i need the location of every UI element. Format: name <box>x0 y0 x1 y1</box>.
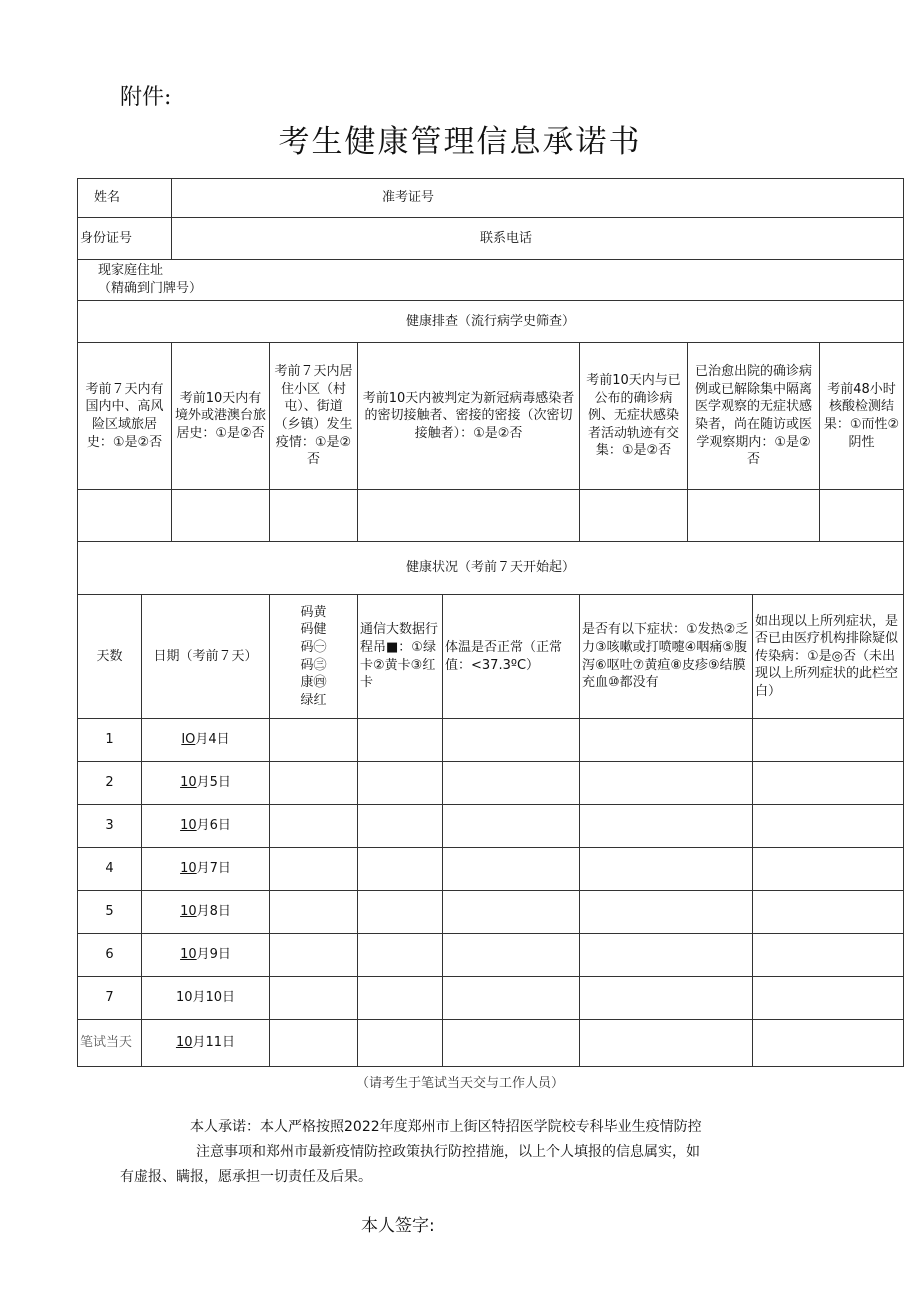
table-row <box>78 977 904 1020</box>
excluded-cell[interactable] <box>753 1020 904 1067</box>
health-col-excluded: 如出现以上所列症状，是否已由医疗机构排除疑似传染病：①是◎否（未出现以上所列症状的此栏空白） <box>753 595 904 719</box>
screening-answer-cell[interactable] <box>580 490 688 542</box>
screening-col-trajectory: 考前10天内与已公布的确诊病例、无症状感染者活动轨迹有交集：①是②否 <box>580 343 688 490</box>
symptom-cell[interactable] <box>580 1020 753 1067</box>
day-cell: 6 <box>78 934 142 977</box>
date-cell <box>142 977 270 1020</box>
date-month: 10 <box>180 818 197 834</box>
row-screening-title <box>78 301 904 343</box>
phone-label: 联系电话 <box>172 218 904 260</box>
code-cell[interactable] <box>270 977 358 1020</box>
excluded-cell[interactable] <box>753 805 904 848</box>
table-row <box>78 1020 904 1067</box>
id-label: 身份证号 <box>78 218 172 260</box>
symptom-cell[interactable] <box>580 891 753 934</box>
row-name <box>78 179 904 218</box>
trip-cell[interactable] <box>358 848 443 891</box>
screening-section-title: 健康排查（流行病学史筛查） <box>78 301 904 343</box>
address-label-line2: （精确到门牌号） <box>98 281 203 296</box>
table-row <box>78 848 904 891</box>
code-cell[interactable] <box>270 719 358 762</box>
date-cell <box>142 762 270 805</box>
symptom-cell[interactable] <box>580 762 753 805</box>
screening-col-community: 考前７天内居住小区（村屯）、街道（乡镇）发生疫情：①是②否 <box>270 343 358 490</box>
trip-cell[interactable] <box>358 891 443 934</box>
date-cell <box>142 891 270 934</box>
date-cell <box>142 719 270 762</box>
name-label: 姓名 <box>78 179 172 218</box>
screening-col-close-contact: 考前10天内被判定为新冠病毒感染者的密切接触者、密接的密接（次密切接触者）：①是②否 <box>358 343 580 490</box>
symptom-cell[interactable] <box>580 934 753 977</box>
trip-cell[interactable] <box>358 934 443 977</box>
day-cell: 3 <box>78 805 142 848</box>
day-cell: 5 <box>78 891 142 934</box>
row-screening-answers <box>78 490 904 542</box>
excluded-cell[interactable] <box>753 977 904 1020</box>
row-address <box>78 260 904 301</box>
code-cell[interactable] <box>270 934 358 977</box>
screening-answer-cell[interactable] <box>358 490 580 542</box>
symptom-cell[interactable] <box>580 805 753 848</box>
row-id <box>78 218 904 260</box>
screening-answer-cell[interactable] <box>172 490 270 542</box>
health-col-date: 日期（考前７天） <box>142 595 270 719</box>
screening-col-domestic-risk: 考前７天内有国内中、高风险区域旅居史：①是②否 <box>78 343 172 490</box>
code-cell[interactable] <box>270 848 358 891</box>
day-cell: 笔试当天 <box>78 1020 142 1067</box>
temp-cell[interactable] <box>443 977 580 1020</box>
date-month: 10 <box>180 861 197 877</box>
date-rest: 月8日 <box>196 904 231 920</box>
health-col-trip: 通信大数据行程吊■：①绿卡②黄卡③红卡 <box>358 595 443 719</box>
symptom-cell[interactable] <box>580 848 753 891</box>
code-cell[interactable] <box>270 891 358 934</box>
date-rest: 月9日 <box>196 947 231 963</box>
health-col-temp: 体温是否正常（正常值：<37.3ºC） <box>443 595 580 719</box>
screening-answer-cell[interactable] <box>688 490 820 542</box>
trip-cell[interactable] <box>358 805 443 848</box>
excluded-cell[interactable] <box>753 719 904 762</box>
date-cell <box>142 1020 270 1067</box>
day-cell: 1 <box>78 719 142 762</box>
date-cell <box>142 805 270 848</box>
symptom-cell[interactable] <box>580 977 753 1020</box>
row-health-title <box>78 542 904 595</box>
screening-answer-cell[interactable] <box>270 490 358 542</box>
date-month: IO <box>181 732 196 748</box>
health-form-table <box>77 178 904 1067</box>
row-health-headers <box>78 595 904 719</box>
screening-col-overseas: 考前10天内有境外或港澳台旅居史：①是②否 <box>172 343 270 490</box>
pledge-line-3: 有虚报、瞒报，愿承担一切责任及后果。 <box>120 1169 372 1185</box>
screening-col-nucleic-test: 考前48小时核酸检测结果：①而性②阴性 <box>820 343 904 490</box>
day-cell: 7 <box>78 977 142 1020</box>
symptom-cell[interactable] <box>580 719 753 762</box>
temp-cell[interactable] <box>443 848 580 891</box>
trip-cell[interactable] <box>358 719 443 762</box>
date-rest: 10月10日 <box>175 990 236 1006</box>
temp-cell[interactable] <box>443 805 580 848</box>
table-row <box>78 934 904 977</box>
excluded-cell[interactable] <box>753 848 904 891</box>
date-rest: 月11日 <box>192 1035 236 1051</box>
temp-cell[interactable] <box>443 762 580 805</box>
screening-answer-cell[interactable] <box>820 490 904 542</box>
address-label <box>78 260 904 301</box>
day-cell: 4 <box>78 848 142 891</box>
screening-answer-cell[interactable] <box>78 490 172 542</box>
temp-cell[interactable] <box>443 934 580 977</box>
trip-cell[interactable] <box>358 977 443 1020</box>
temp-cell[interactable] <box>443 891 580 934</box>
health-col-symptom: 是否有以下症状：①发热②乏力③咳嗽或打喷嚏④咽痛⑤腹泻⑥呕吐⑦黄疸⑧皮疹⑨结膜充血⑩都没有 <box>580 595 753 719</box>
screening-col-recovered: 已治愈出院的确诊病例或已解除集中隔离医学观察的无症状感染者，尚在随访或医学观察期内：①是②否 <box>688 343 820 490</box>
pledge-line-1: 本人承诺：本人严格按照2022年度郑州市上街区特招医学院校专科毕业生疫情防控 <box>190 1119 702 1135</box>
table-row <box>78 719 904 762</box>
excluded-cell[interactable] <box>753 934 904 977</box>
ticket-label: 准考证号 <box>172 179 904 218</box>
code-cell[interactable] <box>270 805 358 848</box>
temp-cell[interactable] <box>443 1020 580 1067</box>
date-rest: 月5日 <box>196 775 231 791</box>
trip-cell[interactable] <box>358 1020 443 1067</box>
health-col-code: 码黄码健码㊀码㊂康㊃绿红 <box>270 595 358 719</box>
health-col-day: 天数 <box>78 595 142 719</box>
date-month: 10 <box>175 1035 193 1051</box>
code-cell[interactable] <box>270 1020 358 1067</box>
pledge-line-2: 注意事项和郑州市最新疫情防控政策执行防控措施，以上个人填报的信息属实，如 <box>196 1144 700 1160</box>
attachment-label: 附件: <box>120 85 172 110</box>
date-cell <box>142 934 270 977</box>
health-section-title: 健康状况（考前７天开始起） <box>78 542 904 595</box>
signature-label: 本人签字: <box>361 1216 435 1236</box>
table-row <box>78 762 904 805</box>
temp-cell[interactable] <box>443 719 580 762</box>
date-rest: 月4日 <box>195 732 230 748</box>
trip-cell[interactable] <box>358 762 443 805</box>
date-cell <box>142 848 270 891</box>
date-month: 10 <box>180 904 197 920</box>
submit-note: （请考生于笔试当天交与工作人员） <box>355 1076 564 1091</box>
date-month: 10 <box>180 947 197 963</box>
address-label-line1: 现家庭住址 <box>98 263 164 279</box>
excluded-cell[interactable] <box>753 762 904 805</box>
page-title: 考生健康管理信息承诺书 <box>278 124 642 160</box>
row-screening-headers <box>78 343 904 490</box>
day-cell: 2 <box>78 762 142 805</box>
table-row <box>78 805 904 848</box>
date-month: 10 <box>180 775 197 791</box>
excluded-cell[interactable] <box>753 891 904 934</box>
date-rest: 月7日 <box>196 861 231 877</box>
code-cell[interactable] <box>270 762 358 805</box>
date-rest: 月6日 <box>196 818 231 834</box>
table-row <box>78 891 904 934</box>
